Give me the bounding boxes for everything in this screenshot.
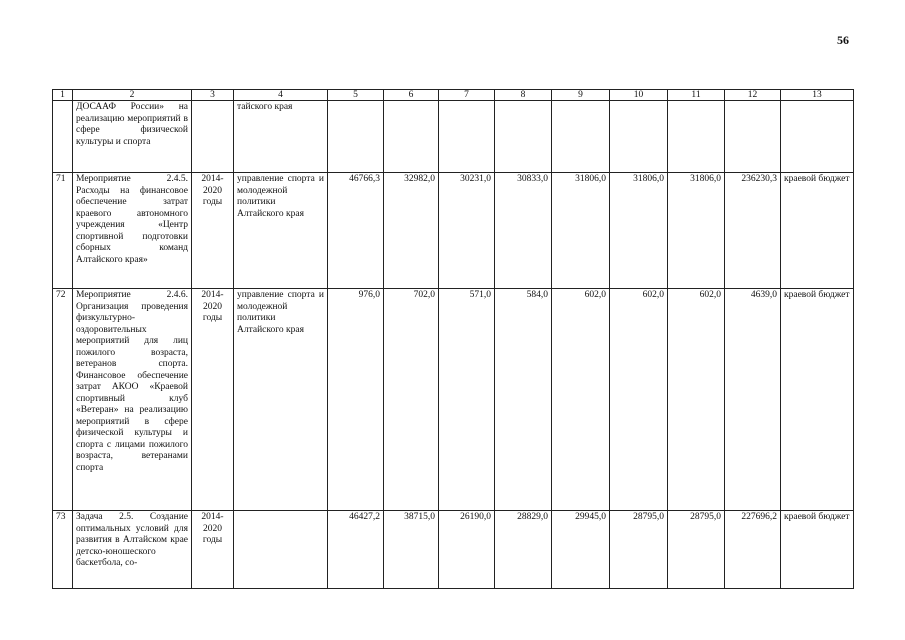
value-2015: 702,0 bbox=[384, 289, 439, 511]
value-2016: 571,0 bbox=[439, 289, 495, 511]
value-total: 4639,0 bbox=[725, 289, 781, 511]
period: 2014-2020 годы bbox=[192, 173, 234, 289]
value-2016: 30231,0 bbox=[439, 173, 495, 289]
value-2020 bbox=[668, 101, 725, 173]
value-2019 bbox=[610, 101, 668, 173]
header-cell: 7 bbox=[439, 90, 495, 101]
period: 2014-2020 годы bbox=[192, 289, 234, 511]
value-2020: 28795,0 bbox=[668, 511, 725, 589]
table-row bbox=[53, 289, 854, 511]
row-number: 72 bbox=[53, 289, 73, 511]
value-2019: 602,0 bbox=[610, 289, 668, 511]
header-cell: 9 bbox=[552, 90, 610, 101]
table-row bbox=[53, 173, 854, 289]
header-cell: 12 bbox=[725, 90, 781, 101]
table-row bbox=[53, 511, 854, 589]
value-2014: 46766,3 bbox=[328, 173, 384, 289]
header-cell: 11 bbox=[668, 90, 725, 101]
value-total: 227696,2 bbox=[725, 511, 781, 589]
value-2017 bbox=[495, 101, 552, 173]
table-row bbox=[53, 101, 854, 173]
value-2018: 29945,0 bbox=[552, 511, 610, 589]
executor: тайского края bbox=[234, 101, 328, 173]
value-2020: 31806,0 bbox=[668, 173, 725, 289]
header-cell: 1 bbox=[53, 90, 73, 101]
funding-source: краевой бюджет bbox=[781, 511, 854, 589]
header-cell: 8 bbox=[495, 90, 552, 101]
header-row bbox=[53, 90, 854, 101]
header-cell: 5 bbox=[328, 90, 384, 101]
value-2017: 584,0 bbox=[495, 289, 552, 511]
header-cell: 13 bbox=[781, 90, 854, 101]
period: 2014-2020 годы bbox=[192, 511, 234, 589]
budget-table bbox=[52, 89, 854, 589]
value-total bbox=[725, 101, 781, 173]
value-2018: 602,0 bbox=[552, 289, 610, 511]
executor: управление спорта и молодежной политики Алтайского края bbox=[234, 289, 328, 511]
value-2014 bbox=[328, 101, 384, 173]
value-2014: 46427,2 bbox=[328, 511, 384, 589]
activity-title: Мероприятие 2.4.5. Расходы на финансовое обеспечение затрат краевого автономного учреждения «Центр спортивной подготовки сборных команд Алтайского края» bbox=[73, 173, 192, 289]
executor bbox=[234, 511, 328, 589]
value-2016 bbox=[439, 101, 495, 173]
period bbox=[192, 101, 234, 173]
row-number: 71 bbox=[53, 173, 73, 289]
value-2018 bbox=[552, 101, 610, 173]
page-number: 56 bbox=[837, 33, 849, 47]
value-2018: 31806,0 bbox=[552, 173, 610, 289]
header-cell: 3 bbox=[192, 90, 234, 101]
activity-title: ДОСААФ России» на реализацию мероприятий в сфере физической культуры и спорта bbox=[73, 101, 192, 173]
header-cell: 2 bbox=[73, 90, 192, 101]
funding-source: краевой бюджет bbox=[781, 289, 854, 511]
row-number bbox=[53, 101, 73, 173]
row-number: 73 bbox=[53, 511, 73, 589]
value-2015: 38715,0 bbox=[384, 511, 439, 589]
funding-source: краевой бюджет bbox=[781, 173, 854, 289]
executor: управление спорта и молодежной политики Алтайского края bbox=[234, 173, 328, 289]
activity-title: Задача 2.5. Создание оптимальных условий для развития в Алтайском крае детско-юношеского баскетбола, со- bbox=[73, 511, 192, 589]
value-2016: 26190,0 bbox=[439, 511, 495, 589]
value-total: 236230,3 bbox=[725, 173, 781, 289]
funding-source bbox=[781, 101, 854, 173]
header-cell: 10 bbox=[610, 90, 668, 101]
value-2020: 602,0 bbox=[668, 289, 725, 511]
value-2015: 32982,0 bbox=[384, 173, 439, 289]
header-cell: 4 bbox=[234, 90, 328, 101]
value-2017: 30833,0 bbox=[495, 173, 552, 289]
activity-title: Мероприятие 2.4.6. Организация проведения физкультурно-оздоровительных мероприятий для лиц пожилого возраста, ветеранов спорта. Финансовое обеспечение затрат АКОО «Краевой спортивный клуб «Ветеран» на реализацию мероприятий в сфере физической культуры и спорта с лицами пожилого возраста, ветеранами спорта bbox=[73, 289, 192, 511]
value-2014: 976,0 bbox=[328, 289, 384, 511]
value-2015 bbox=[384, 101, 439, 173]
value-2017: 28829,0 bbox=[495, 511, 552, 589]
value-2019: 31806,0 bbox=[610, 173, 668, 289]
value-2019: 28795,0 bbox=[610, 511, 668, 589]
header-cell: 6 bbox=[384, 90, 439, 101]
